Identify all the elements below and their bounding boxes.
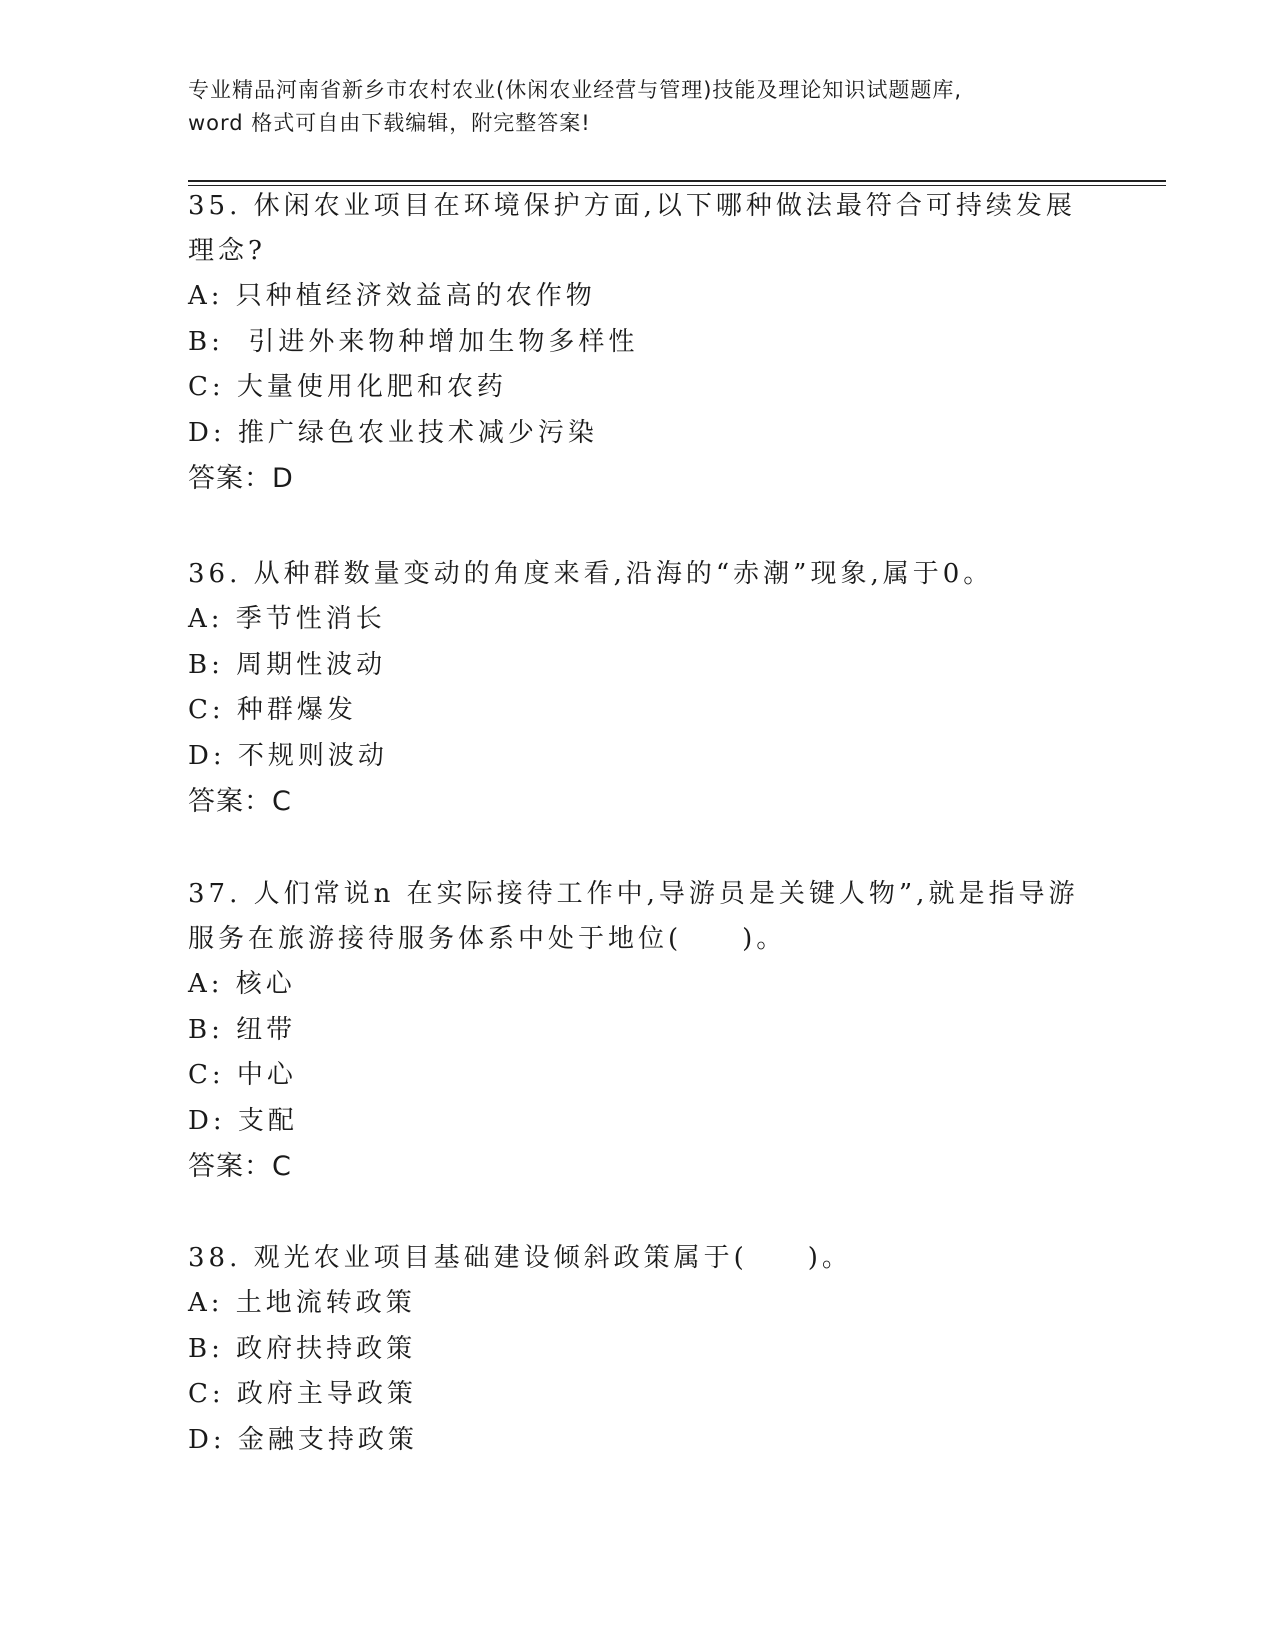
question-38 bbox=[188, 1236, 1088, 1463]
option-a: A: 季节性消长 bbox=[188, 604, 386, 634]
question-37 bbox=[188, 872, 1088, 1189]
header-title-line: 专业精品河南省新乡市农村农业(休闲农业经营与管理)技能及理论知识试题题库, bbox=[188, 78, 963, 102]
answer-label: 答案：D bbox=[188, 463, 294, 494]
option-b: B: 政府扶持政策 bbox=[188, 1333, 417, 1364]
option-d: D: 金融支持政策 bbox=[188, 1424, 418, 1455]
answer-label: 答案：C bbox=[188, 786, 292, 817]
option-c: C: 种群爆发 bbox=[188, 695, 357, 725]
option-d: D: 不规则波动 bbox=[188, 740, 388, 771]
header-divider-thick bbox=[188, 180, 1166, 182]
question-35 bbox=[188, 184, 1088, 501]
option-c: C: 中心 bbox=[188, 1060, 297, 1090]
document-header bbox=[188, 74, 1088, 140]
option-a: A: 只种植经济效益高的农作物 bbox=[188, 281, 596, 311]
option-a: A: 核心 bbox=[188, 969, 296, 999]
option-b: B: 周期性波动 bbox=[188, 649, 387, 680]
question-stem: 35. 休闲农业项目在环境保护方面,以下哪种做法最符合可持续发展理念? bbox=[188, 191, 1076, 266]
option-b: B: 引进外来物种增加生物多样性 bbox=[188, 326, 639, 357]
option-c: C: 大量使用化肥和农药 bbox=[188, 372, 507, 402]
option-a: A: 土地流转政策 bbox=[188, 1288, 416, 1318]
option-c: C: 政府主导政策 bbox=[188, 1379, 417, 1409]
option-b: B: 纽带 bbox=[188, 1014, 297, 1045]
option-d: D: 推广绿色农业技术减少污染 bbox=[188, 417, 598, 448]
option-d: D: 支配 bbox=[188, 1105, 298, 1136]
answer-label: 答案：C bbox=[188, 1151, 292, 1182]
question-stem: 36. 从种群数量变动的角度来看,沿海的“赤潮”现象,属于0。 bbox=[188, 559, 994, 589]
question-stem: 37. 人们常说n 在实际接待工作中,导游员是关键人物”,就是指导游服务在旅游接待服务体系中处于地位( )。 bbox=[188, 879, 1079, 954]
header-subtitle-line: word 格式可自由下载编辑，附完整答案! bbox=[188, 111, 591, 135]
question-stem: 38. 观光农业项目基础建设倾斜政策属于( )。 bbox=[188, 1243, 852, 1273]
question-36 bbox=[188, 552, 1088, 824]
